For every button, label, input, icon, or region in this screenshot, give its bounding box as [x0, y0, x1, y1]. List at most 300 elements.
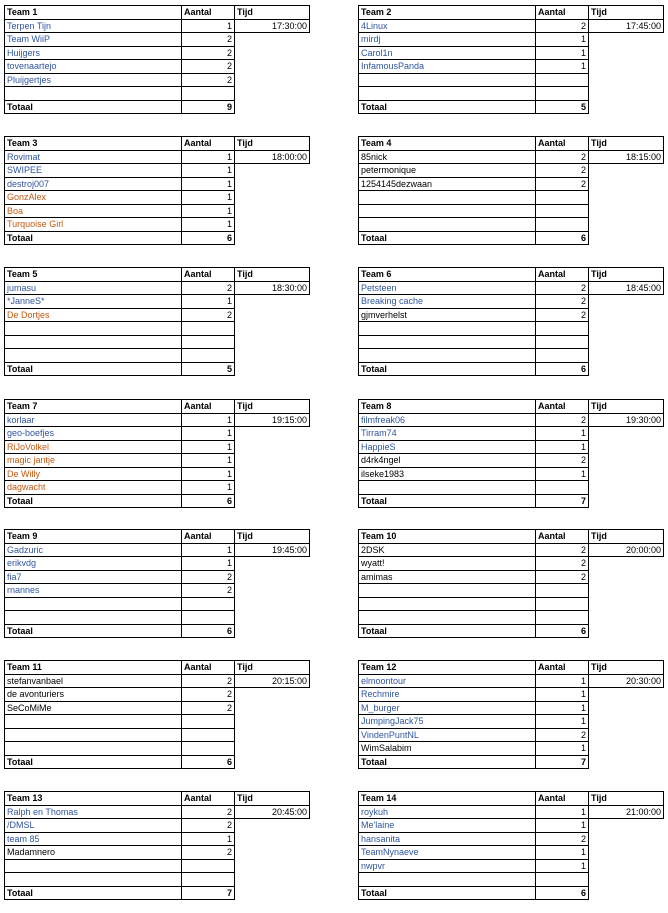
- time-header: Tijd: [235, 268, 310, 282]
- player-amount: 2: [182, 60, 235, 74]
- empty-cell: [589, 33, 664, 47]
- team-time: 17:45:00: [589, 19, 664, 33]
- time-header: Tijd: [235, 400, 310, 414]
- time-header: Tijd: [589, 792, 664, 806]
- team-table: [358, 529, 664, 638]
- empty-cell: [589, 832, 664, 846]
- player-amount: [536, 873, 589, 887]
- player-name: Me'laine: [359, 819, 536, 833]
- amount-header: Aantal: [182, 400, 235, 414]
- empty-cell: [589, 87, 664, 101]
- player-amount: 1: [536, 427, 589, 441]
- amount-header: Aantal: [536, 792, 589, 806]
- table-row: [359, 859, 664, 873]
- player-amount: 1: [182, 177, 235, 191]
- table-row: [359, 204, 664, 218]
- table-row: [5, 177, 310, 191]
- total-row: [5, 755, 310, 769]
- player-name: [359, 349, 536, 363]
- empty-cell: [589, 60, 664, 74]
- player-amount: 2: [182, 674, 235, 688]
- player-name: petermonique: [359, 164, 536, 178]
- empty-cell: [235, 454, 310, 468]
- player-name: magic jantje: [5, 454, 182, 468]
- player-amount: 2: [182, 819, 235, 833]
- player-name: wyatt!: [359, 557, 536, 571]
- player-amount: [182, 728, 235, 742]
- amount-header: Aantal: [536, 137, 589, 151]
- table-row: [359, 846, 664, 860]
- empty-cell: [235, 60, 310, 74]
- amount-header: Aantal: [536, 400, 589, 414]
- empty-cell: [589, 218, 664, 232]
- table-row: [359, 819, 664, 833]
- player-amount: 2: [536, 832, 589, 846]
- player-name: Turquoise Girl: [5, 218, 182, 232]
- table-row: [5, 701, 310, 715]
- player-name: fia7: [5, 570, 182, 584]
- team-header-row: [359, 400, 664, 414]
- total-label: Totaal: [359, 100, 536, 114]
- table-row: [359, 33, 664, 47]
- player-name: [359, 191, 536, 205]
- team-table: [358, 791, 664, 900]
- amount-header: Aantal: [182, 6, 235, 20]
- total-value: 7: [182, 886, 235, 900]
- player-amount: 2: [536, 413, 589, 427]
- player-amount: 2: [182, 308, 235, 322]
- team-time: 18:15:00: [589, 150, 664, 164]
- team-header-row: [359, 268, 664, 282]
- total-value: 6: [182, 494, 235, 508]
- amount-header: Aantal: [536, 268, 589, 282]
- empty-cell: [589, 164, 664, 178]
- player-amount: 1: [182, 832, 235, 846]
- team-header-row: [5, 530, 310, 544]
- table-row: [359, 481, 664, 495]
- total-value: 6: [536, 362, 589, 376]
- player-amount: 2: [536, 164, 589, 178]
- time-header: Tijd: [589, 137, 664, 151]
- team-header-row: [359, 6, 664, 20]
- empty-cell: [589, 454, 664, 468]
- empty-cell: [589, 846, 664, 860]
- empty-cell: [589, 46, 664, 60]
- team-name: Team 12: [359, 661, 536, 675]
- player-name: InfamousPanda: [359, 60, 536, 74]
- total-row: [359, 494, 664, 508]
- table-row: [359, 584, 664, 598]
- table-row: [5, 570, 310, 584]
- empty-cell: [235, 349, 310, 363]
- team-table: [4, 529, 310, 638]
- empty-cell: [589, 427, 664, 441]
- time-header: Tijd: [589, 400, 664, 414]
- table-row: [5, 873, 310, 887]
- player-amount: 2: [536, 454, 589, 468]
- table-row: [359, 557, 664, 571]
- table-row: [359, 349, 664, 363]
- table-row: [359, 832, 664, 846]
- player-name: 4Linux: [359, 19, 536, 33]
- team-header-row: [359, 530, 664, 544]
- total-label: Totaal: [359, 624, 536, 638]
- team-table: [4, 791, 310, 900]
- team-time: 21:00:00: [589, 805, 664, 819]
- player-name: team 85: [5, 832, 182, 846]
- table-row: [359, 427, 664, 441]
- empty-cell: [589, 231, 664, 245]
- table-row: [5, 832, 310, 846]
- table-row: [359, 570, 664, 584]
- player-amount: [536, 322, 589, 336]
- empty-cell: [235, 494, 310, 508]
- team-table: [358, 267, 664, 376]
- team-name: Team 11: [5, 661, 182, 675]
- table-row: [359, 335, 664, 349]
- total-value: 6: [536, 231, 589, 245]
- empty-cell: [589, 481, 664, 495]
- team-table: [4, 399, 310, 508]
- player-name: VindenPuntNL: [359, 728, 536, 742]
- empty-cell: [235, 427, 310, 441]
- table-row: [5, 150, 310, 164]
- team-time: 17:30:00: [235, 19, 310, 33]
- amount-header: Aantal: [536, 530, 589, 544]
- player-amount: [182, 859, 235, 873]
- table-row: [5, 87, 310, 101]
- player-amount: [182, 597, 235, 611]
- player-name: [359, 204, 536, 218]
- empty-cell: [589, 322, 664, 336]
- table-row: [5, 46, 310, 60]
- table-row: [5, 688, 310, 702]
- empty-cell: [235, 481, 310, 495]
- team-table: [4, 660, 310, 769]
- team-time: 18:45:00: [589, 281, 664, 295]
- player-amount: [182, 349, 235, 363]
- player-amount: 1: [182, 467, 235, 481]
- total-row: [359, 231, 664, 245]
- empty-cell: [589, 597, 664, 611]
- empty-cell: [589, 742, 664, 756]
- total-label: Totaal: [359, 494, 536, 508]
- empty-cell: [235, 440, 310, 454]
- player-amount: 1: [182, 557, 235, 571]
- player-amount: 1: [536, 33, 589, 47]
- time-header: Tijd: [235, 792, 310, 806]
- player-name: rnannes: [5, 584, 182, 598]
- player-name: Terpen Tijn: [5, 19, 182, 33]
- table-row: [359, 19, 664, 33]
- team-name: Team 4: [359, 137, 536, 151]
- player-name: Team WiiP: [5, 33, 182, 47]
- time-header: Tijd: [589, 661, 664, 675]
- player-name: SWIPEE: [5, 164, 182, 178]
- total-row: [5, 100, 310, 114]
- player-amount: 1: [182, 218, 235, 232]
- player-name: korlaar: [5, 413, 182, 427]
- team-name: Team 9: [5, 530, 182, 544]
- player-name: [359, 73, 536, 87]
- empty-cell: [589, 859, 664, 873]
- table-row: [5, 73, 310, 87]
- table-row: [359, 467, 664, 481]
- player-name: Rechmire: [359, 688, 536, 702]
- amount-header: Aantal: [182, 661, 235, 675]
- player-amount: [536, 597, 589, 611]
- player-name: [5, 611, 182, 625]
- empty-cell: [589, 204, 664, 218]
- player-amount: 1: [536, 467, 589, 481]
- amount-header: Aantal: [536, 6, 589, 20]
- empty-cell: [589, 349, 664, 363]
- amount-header: Aantal: [536, 661, 589, 675]
- player-amount: 1: [182, 191, 235, 205]
- empty-cell: [589, 688, 664, 702]
- team-time: 19:15:00: [235, 413, 310, 427]
- player-amount: 2: [182, 688, 235, 702]
- empty-cell: [589, 886, 664, 900]
- player-amount: 2: [536, 543, 589, 557]
- empty-cell: [235, 819, 310, 833]
- player-amount: 1: [182, 164, 235, 178]
- empty-cell: [235, 859, 310, 873]
- team-header-row: [359, 137, 664, 151]
- empty-cell: [235, 335, 310, 349]
- table-row: [359, 73, 664, 87]
- table-row: [359, 715, 664, 729]
- player-name: de avonturiers: [5, 688, 182, 702]
- table-row: [5, 413, 310, 427]
- team-name: Team 10: [359, 530, 536, 544]
- player-name: [5, 349, 182, 363]
- player-name: tovenaartejo: [5, 60, 182, 74]
- empty-cell: [235, 308, 310, 322]
- team-header-row: [5, 268, 310, 282]
- team-table: [358, 136, 664, 245]
- total-value: 6: [182, 624, 235, 638]
- player-name: gjmverhelst: [359, 308, 536, 322]
- amount-header: Aantal: [182, 530, 235, 544]
- total-label: Totaal: [5, 624, 182, 638]
- player-amount: 1: [182, 204, 235, 218]
- player-amount: 2: [536, 295, 589, 309]
- team-name: Team 14: [359, 792, 536, 806]
- team-time: 20:00:00: [589, 543, 664, 557]
- player-amount: [182, 322, 235, 336]
- table-row: [5, 584, 310, 598]
- empty-cell: [235, 46, 310, 60]
- total-row: [359, 624, 664, 638]
- table-row: [5, 322, 310, 336]
- player-amount: 2: [182, 281, 235, 295]
- team-name: Team 5: [5, 268, 182, 282]
- player-name: TeamNynaeve: [359, 846, 536, 860]
- player-name: [359, 481, 536, 495]
- player-name: Pluijgertjes: [5, 73, 182, 87]
- player-amount: 2: [182, 846, 235, 860]
- total-row: [359, 755, 664, 769]
- total-row: [5, 362, 310, 376]
- player-name: Breaking cache: [359, 295, 536, 309]
- player-amount: 1: [182, 150, 235, 164]
- table-row: [5, 440, 310, 454]
- total-label: Totaal: [5, 100, 182, 114]
- player-amount: 1: [536, 60, 589, 74]
- team-table: [4, 136, 310, 245]
- player-name: 1254145dezwaan: [359, 177, 536, 191]
- table-row: [359, 674, 664, 688]
- player-name: mirdj: [359, 33, 536, 47]
- empty-cell: [235, 73, 310, 87]
- empty-cell: [235, 33, 310, 47]
- player-amount: 1: [536, 742, 589, 756]
- team-time: 20:45:00: [235, 805, 310, 819]
- player-amount: 2: [536, 150, 589, 164]
- player-name: filmfreak06: [359, 413, 536, 427]
- table-row: [359, 60, 664, 74]
- total-label: Totaal: [5, 494, 182, 508]
- empty-cell: [589, 308, 664, 322]
- table-row: [5, 281, 310, 295]
- time-header: Tijd: [589, 530, 664, 544]
- table-row: [5, 218, 310, 232]
- empty-cell: [589, 100, 664, 114]
- player-name: [359, 87, 536, 101]
- player-name: [359, 335, 536, 349]
- table-row: [359, 742, 664, 756]
- time-header: Tijd: [589, 268, 664, 282]
- table-row: [5, 557, 310, 571]
- player-amount: 1: [182, 19, 235, 33]
- table-row: [5, 33, 310, 47]
- empty-cell: [235, 624, 310, 638]
- player-name: erikvdg: [5, 557, 182, 571]
- player-name: [5, 859, 182, 873]
- amount-header: Aantal: [182, 137, 235, 151]
- empty-cell: [589, 335, 664, 349]
- table-row: [359, 191, 664, 205]
- empty-cell: [235, 570, 310, 584]
- player-name: GonzAlex: [5, 191, 182, 205]
- total-value: 5: [536, 100, 589, 114]
- player-name: De Dortjes: [5, 308, 182, 322]
- team-table: [358, 399, 664, 508]
- player-amount: 1: [536, 715, 589, 729]
- team-header-row: [359, 661, 664, 675]
- player-name: [5, 597, 182, 611]
- empty-cell: [235, 688, 310, 702]
- total-label: Totaal: [5, 231, 182, 245]
- total-value: 7: [536, 494, 589, 508]
- empty-cell: [235, 177, 310, 191]
- empty-cell: [589, 570, 664, 584]
- table-row: [5, 819, 310, 833]
- player-amount: 2: [536, 177, 589, 191]
- player-name: [5, 873, 182, 887]
- table-row: [359, 295, 664, 309]
- total-row: [359, 886, 664, 900]
- empty-cell: [235, 886, 310, 900]
- table-row: [359, 454, 664, 468]
- player-name: RiJoVolkel: [5, 440, 182, 454]
- table-row: [359, 701, 664, 715]
- table-row: [5, 164, 310, 178]
- empty-cell: [235, 467, 310, 481]
- player-name: WimSalabim: [359, 742, 536, 756]
- player-name: [359, 873, 536, 887]
- team-header-row: [359, 792, 664, 806]
- player-name: SeCoMiMe: [5, 701, 182, 715]
- empty-cell: [235, 611, 310, 625]
- total-value: 6: [536, 886, 589, 900]
- table-row: [5, 805, 310, 819]
- empty-cell: [589, 467, 664, 481]
- total-row: [359, 100, 664, 114]
- total-row: [5, 886, 310, 900]
- empty-cell: [235, 742, 310, 756]
- amount-header: Aantal: [182, 792, 235, 806]
- player-amount: 2: [536, 281, 589, 295]
- empty-cell: [235, 715, 310, 729]
- team-name: Team 3: [5, 137, 182, 151]
- player-name: amimas: [359, 570, 536, 584]
- table-row: [5, 349, 310, 363]
- player-name: [359, 584, 536, 598]
- player-name: 2DSK: [359, 543, 536, 557]
- player-amount: [182, 87, 235, 101]
- team-time: 20:30:00: [589, 674, 664, 688]
- total-row: [359, 362, 664, 376]
- empty-cell: [589, 295, 664, 309]
- empty-cell: [235, 164, 310, 178]
- player-name: nwpvr: [359, 859, 536, 873]
- empty-cell: [235, 295, 310, 309]
- empty-cell: [589, 584, 664, 598]
- team-name: Team 13: [5, 792, 182, 806]
- player-amount: 2: [182, 805, 235, 819]
- table-row: [5, 728, 310, 742]
- player-amount: 1: [182, 454, 235, 468]
- team-table: [358, 660, 664, 769]
- player-amount: 1: [182, 427, 235, 441]
- empty-cell: [235, 873, 310, 887]
- player-amount: 1: [536, 859, 589, 873]
- table-row: [359, 543, 664, 557]
- player-amount: 2: [536, 19, 589, 33]
- time-header: Tijd: [235, 530, 310, 544]
- player-amount: 1: [182, 295, 235, 309]
- table-row: [359, 218, 664, 232]
- player-amount: [536, 349, 589, 363]
- player-name: Rovimat: [5, 150, 182, 164]
- total-value: 5: [182, 362, 235, 376]
- empty-cell: [235, 597, 310, 611]
- team-time: 18:30:00: [235, 281, 310, 295]
- player-amount: 1: [182, 413, 235, 427]
- player-name: *JanneS*: [5, 295, 182, 309]
- table-row: [359, 728, 664, 742]
- player-name: JumpingJack75: [359, 715, 536, 729]
- player-name: ilseke1983: [359, 467, 536, 481]
- player-amount: [182, 715, 235, 729]
- player-amount: 1: [536, 674, 589, 688]
- player-amount: [182, 335, 235, 349]
- team-name: Team 8: [359, 400, 536, 414]
- team-name: Team 7: [5, 400, 182, 414]
- player-name: Tirram74: [359, 427, 536, 441]
